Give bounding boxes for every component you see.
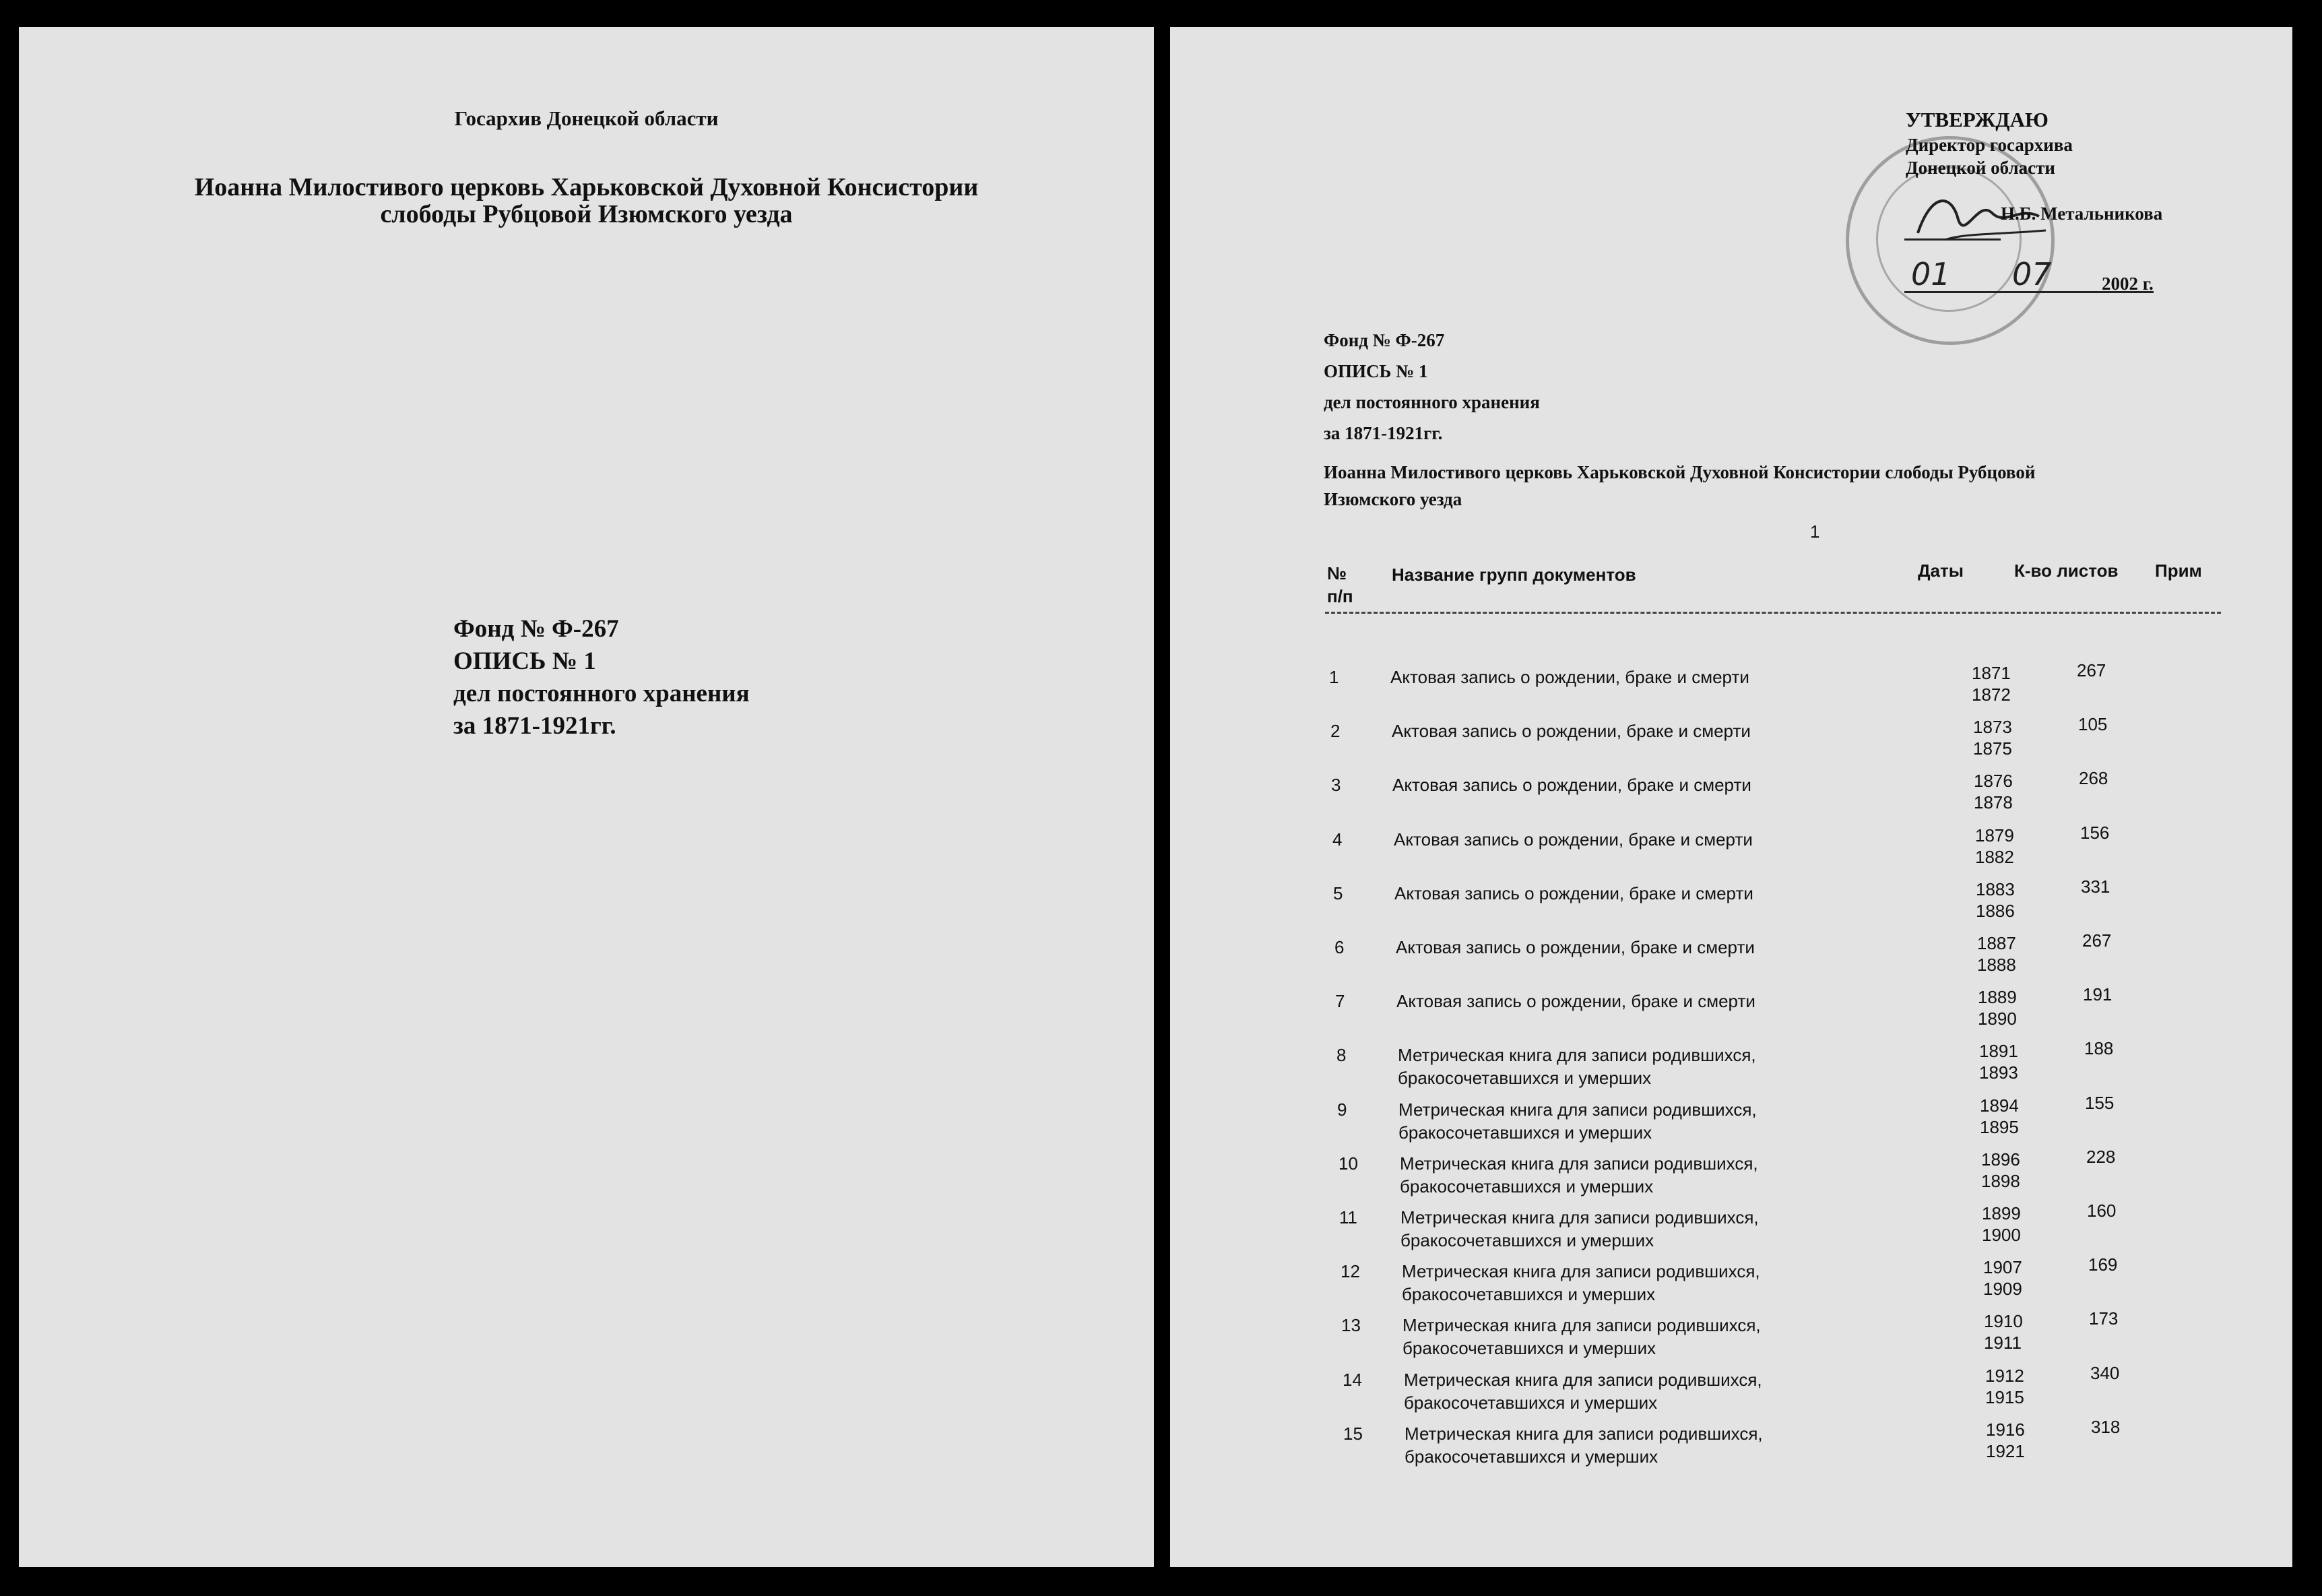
row-number: 6 <box>1334 937 1345 957</box>
document-title: Актовая запись о рождении, браке и смерти <box>1396 991 1755 1011</box>
sheet-count: 105 <box>2078 714 2108 734</box>
approve-title: УТВЕРЖДАЮ <box>1906 108 2049 131</box>
date-end: 1872 <box>1972 684 2011 705</box>
sheet-count: 228 <box>2086 1147 2116 1167</box>
row-number: 12 <box>1341 1261 1360 1281</box>
sheet-count: 173 <box>2089 1308 2119 1329</box>
sheet-count: 340 <box>2090 1363 2120 1383</box>
church-name-line2: Изюмского уезда <box>1324 489 1462 509</box>
sheet-count: 331 <box>2081 876 2110 897</box>
row-number: 2 <box>1330 721 1341 741</box>
sheet-count: 267 <box>2082 930 2112 951</box>
sheet-count: 160 <box>2087 1201 2117 1221</box>
date-start: 1910 <box>1984 1311 2023 1331</box>
header-divider <box>1325 612 2221 614</box>
date-end: 1921 <box>1986 1441 2025 1461</box>
document-title-continued: бракосочетавшихся и умерших <box>1405 1446 1658 1467</box>
date-start: 1871 <box>1972 663 2011 683</box>
date-end: 1890 <box>1978 1009 2017 1029</box>
date-end: 1911 <box>1984 1333 2022 1353</box>
document-title-continued: бракосочетавшихся и умерших <box>1400 1230 1654 1250</box>
document-title: Актовая запись о рождении, браке и смерти <box>1392 775 1751 795</box>
opis-number: ОПИСЬ № 1 <box>453 647 596 675</box>
document-title: Актовая запись о рождении, браке и смерти <box>1390 667 1749 687</box>
date-start: 1916 <box>1986 1419 2025 1440</box>
date-end: 1878 <box>1974 792 2013 812</box>
date-start: 1894 <box>1980 1095 2019 1116</box>
date-end: 1898 <box>1981 1171 2020 1191</box>
document-title-continued: бракосочетавшихся и умерших <box>1402 1338 1656 1358</box>
date-start: 1876 <box>1974 771 2013 791</box>
date-start: 1899 <box>1982 1203 2021 1223</box>
date-end: 1888 <box>1977 955 2016 975</box>
title-page <box>19 27 1154 1567</box>
sheet-count: 267 <box>2077 660 2106 680</box>
inventory-page <box>1170 27 2292 1567</box>
header-note: Прим <box>2155 561 2202 581</box>
approve-organization: Донецкой области <box>1906 158 2055 178</box>
row-number: 3 <box>1331 775 1341 795</box>
sheet-count: 268 <box>2079 768 2108 788</box>
row-number: 13 <box>1341 1315 1361 1335</box>
row-number: 7 <box>1335 991 1345 1011</box>
row-number: 11 <box>1339 1207 1357 1227</box>
row-number: 10 <box>1339 1153 1358 1174</box>
date-start: 1907 <box>1983 1257 2022 1277</box>
date-end: 1886 <box>1976 901 2015 921</box>
document-title: Метрическая книга для записи родившихся, <box>1402 1261 1760 1281</box>
document-title-continued: бракосочетавшихся и умерших <box>1398 1122 1652 1143</box>
document-title: Метрическая книга для записи родившихся, <box>1398 1045 1756 1065</box>
sheet-count: 191 <box>2083 984 2113 1004</box>
header-dates: Даты <box>1918 561 1964 581</box>
sheet-count: 155 <box>2085 1093 2115 1113</box>
fond-number: Фонд № Ф-267 <box>453 615 619 643</box>
date-start: 1887 <box>1977 933 2016 953</box>
church-name-line2: слободы Рубцовой Изюмского уезда <box>380 200 793 228</box>
document-title: Актовая запись о рождении, браке и смерти <box>1392 721 1751 741</box>
header-num-subtitle: п/п <box>1327 586 1353 606</box>
header-sheets: К-во листов <box>2014 561 2119 581</box>
date-end: 1915 <box>1985 1387 2024 1407</box>
date-start: 1889 <box>1978 987 2017 1007</box>
date-end: 1875 <box>1973 738 2012 759</box>
document-title: Актовая запись о рождении, браке и смерти <box>1396 937 1755 957</box>
row-number: 14 <box>1343 1370 1362 1390</box>
document-title: Метрическая книга для записи родившихся, <box>1400 1153 1758 1174</box>
page-number: 1 <box>1810 521 1820 542</box>
row-number: 1 <box>1329 667 1339 687</box>
date-end: 1882 <box>1975 847 2014 867</box>
sheet-count: 188 <box>2084 1038 2114 1058</box>
fond-number: Фонд № Ф-267 <box>1324 330 1445 350</box>
document-title: Метрическая книга для записи родившихся, <box>1405 1424 1763 1444</box>
church-name-line1: Иоанна Милостивого церковь Харьковской Духовной Консистории слободы Рубцовой <box>1324 462 2036 482</box>
date-start: 1879 <box>1975 825 2014 845</box>
date-day: 01 <box>1911 256 1951 292</box>
opis-number: ОПИСЬ № 1 <box>1324 361 1428 381</box>
document-title-continued: бракосочетавшихся и умерших <box>1402 1284 1656 1304</box>
document-title: Метрическая книга для записи родившихся, <box>1402 1315 1761 1335</box>
document-title: Актовая запись о рождении, браке и смерти <box>1394 829 1753 850</box>
date-end: 1900 <box>1982 1225 2021 1245</box>
year-range: за 1871-1921гг. <box>453 712 616 740</box>
row-number: 8 <box>1336 1045 1347 1065</box>
date-start: 1912 <box>1985 1366 2024 1386</box>
row-number: 9 <box>1337 1099 1347 1120</box>
document-title: Метрическая книга для записи родившихся, <box>1404 1370 1762 1390</box>
sheet-count: 156 <box>2080 823 2110 843</box>
storage-type: дел постоянного хранения <box>453 680 750 707</box>
date-end: 1893 <box>1979 1062 2018 1083</box>
sheet-count: 169 <box>2088 1254 2118 1275</box>
header-name: Название групп документов <box>1392 565 1636 585</box>
date-start: 1891 <box>1979 1041 2018 1061</box>
document-title-continued: бракосочетавшихся и умерших <box>1400 1176 1654 1196</box>
row-number: 4 <box>1332 829 1343 850</box>
header-num: № <box>1327 563 1347 583</box>
document-title-continued: бракосочетавшихся и умерших <box>1404 1393 1658 1413</box>
row-number: 15 <box>1343 1424 1363 1444</box>
approver-name: Н.Б. Метальникова <box>2001 203 2163 224</box>
archive-name: Госархив Донецкой области <box>454 106 719 130</box>
approve-position: Директор госархива <box>1906 135 2073 155</box>
approve-year: 2002 г. <box>2102 274 2154 294</box>
date-start: 1896 <box>1981 1149 2020 1170</box>
document-title: Актовая запись о рождении, браке и смерти <box>1394 883 1753 903</box>
date-start: 1873 <box>1973 717 2012 737</box>
approver-name-line <box>1904 238 2001 241</box>
year-range: за 1871-1921гг. <box>1324 423 1443 443</box>
date-start: 1883 <box>1976 879 2015 899</box>
sheet-count: 318 <box>2091 1417 2121 1437</box>
document-title: Метрическая книга для записи родившихся, <box>1400 1207 1759 1227</box>
document-title: Метрическая книга для записи родившихся, <box>1398 1099 1757 1120</box>
storage-type: дел постоянного хранения <box>1324 392 1540 412</box>
date-month: 07 <box>2012 256 2052 292</box>
church-name-line1: Иоанна Милостивого церковь Харьковской Духовной Консистории <box>194 173 979 201</box>
date-end: 1895 <box>1980 1117 2019 1137</box>
date-end: 1909 <box>1983 1279 2022 1299</box>
document-title-continued: бракосочетавшихся и умерших <box>1398 1068 1652 1088</box>
row-number: 5 <box>1333 883 1343 903</box>
